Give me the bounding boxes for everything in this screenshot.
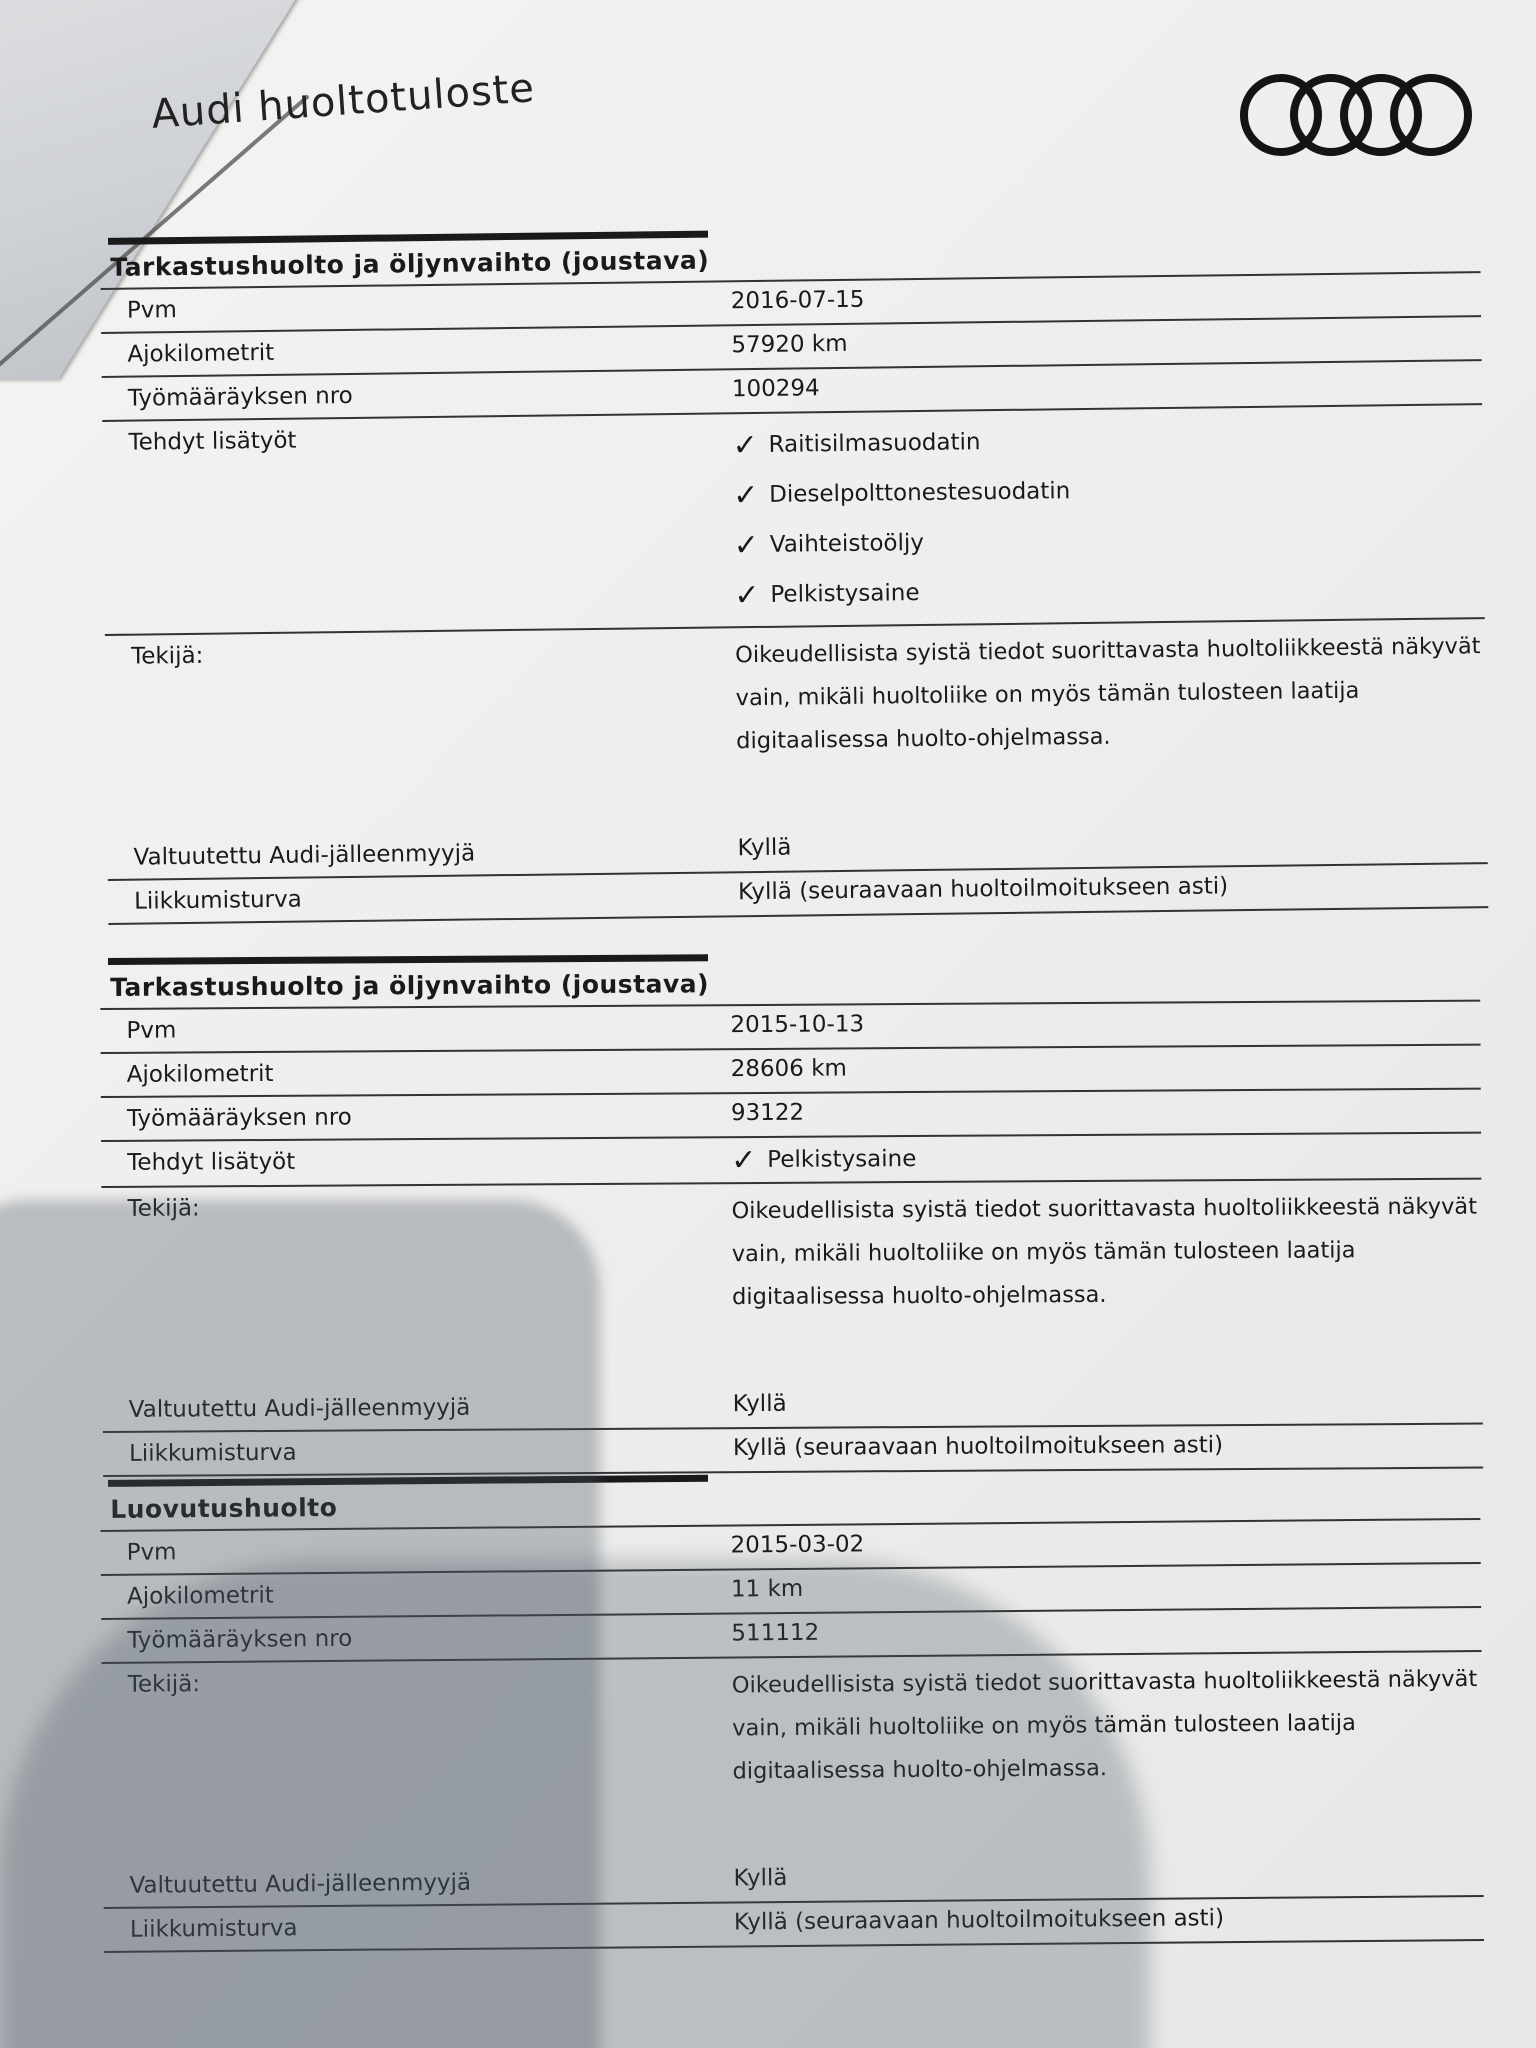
list-item: [732, 411, 1483, 470]
row-label: Tekijä:: [127, 1195, 200, 1222]
row-value: 93122: [730, 1099, 805, 1127]
row-value: Oikeudellisista syistä tiedot suorittavasta huoltoliikkeestä näkyvät vain, mikäli huoltoliike on myös tämän tulosteen laatija digitaalisessa huolto-ohjelmassa.: [734, 633, 1481, 755]
row-value: 11 km: [730, 1575, 804, 1603]
row-value: 2015-03-02: [730, 1531, 865, 1559]
row-label: Työmääräyksen nro: [127, 382, 353, 412]
row-value: 57920 km: [731, 330, 848, 359]
checkmark-icon: ✓: [732, 427, 758, 463]
row-label: Tekijä:: [130, 642, 204, 670]
row-label: Pvm: [126, 1017, 177, 1044]
section-title: Tarkastushuolto ja öljynvaihto (joustava): [100, 957, 1480, 1010]
checkmark-icon: ✓: [732, 477, 759, 513]
row-value: 100294: [731, 375, 820, 403]
row-value: 511112: [731, 1619, 820, 1647]
row-label: Ajokilometrit: [127, 339, 275, 368]
list-item: [733, 511, 1484, 570]
extra-label: Pelkistysaine: [770, 580, 920, 608]
service-section-1: [100, 221, 1488, 925]
extra-label: Vaihteistoöljy: [769, 529, 925, 558]
audi-rings-logo-icon: [1236, 70, 1476, 160]
row-label: Liikkumisturva: [129, 1915, 298, 1943]
checkmark-icon: ✓: [734, 577, 760, 613]
list-item: [734, 561, 1485, 620]
list-item: [731, 1140, 1481, 1177]
row-label: Tekijä:: [127, 1671, 201, 1698]
row-value: Kyllä: [732, 1390, 787, 1418]
extra-label: Dieselpolttonestesuodatin: [769, 478, 1071, 508]
row-label: Tehdyt lisätyöt: [128, 427, 297, 456]
row-label: Liikkumisturva: [128, 1439, 297, 1467]
row-label: Valtuutettu Audi-jälleenmyyjä: [128, 1394, 471, 1423]
row-label: Liikkumisturva: [133, 886, 302, 915]
extra-label: Raitisilmasuodatin: [768, 429, 981, 458]
row-value: 2015-10-13: [730, 1011, 865, 1039]
checkmark-icon: ✓: [731, 1142, 757, 1178]
extra-label: Pelkistysaine: [767, 1146, 917, 1173]
row-label: Ajokilometrit: [126, 1582, 274, 1610]
row-label: Pvm: [126, 1539, 177, 1566]
row-value: Oikeudellisista syistä tiedot suorittavasta huoltoliikkeestä näkyvät vain, mikäli huoltoliike on myös tämän tulosteen laatija digitaalisessa huolto-ohjelmassa.: [731, 1665, 1478, 1785]
row-label: Ajokilometrit: [126, 1060, 274, 1088]
row-label: Pvm: [126, 297, 177, 324]
list-item: [733, 461, 1484, 520]
checkmark-icon: ✓: [733, 527, 760, 563]
section-title: Tarkastushuolto ja öljynvaihto (joustava): [100, 228, 1480, 290]
document-title: Audi huoltotuloste: [150, 65, 537, 138]
row-value: Kyllä (seuraavaan huoltoilmoitukseen asti): [737, 873, 1229, 906]
row-value: 2016-07-15: [730, 286, 865, 315]
row-label: Valtuutettu Audi-jälleenmyyjä: [129, 1869, 472, 1899]
row-value: Kyllä (seuraavaan huoltoilmoitukseen asti): [733, 1905, 1225, 1936]
row-label: Työmääräyksen nro: [126, 1104, 352, 1132]
phone-shadow: [0, 1560, 1150, 2048]
row-label: Valtuutettu Audi-jälleenmyyjä: [133, 840, 476, 871]
extras-list: [732, 405, 1485, 626]
row-value: Kyllä (seuraavaan huoltoilmoitukseen asti): [732, 1432, 1224, 1462]
row-maker: [105, 619, 1487, 777]
row-value: Kyllä: [737, 834, 792, 862]
row-label: Tehdyt lisätyöt: [127, 1148, 296, 1176]
row-value: Oikeudellisista syistä tiedot suorittavasta huoltoliikkeestä näkyvät vain, mikäli huoltoliike on myös tämän tulosteen laatija digitaalisessa huolto-ohjelmassa.: [731, 1193, 1478, 1311]
row-value: Kyllä: [733, 1865, 788, 1892]
row-value: 28606 km: [730, 1055, 847, 1083]
section-title: Luovutushuolto: [100, 1475, 1480, 1532]
extras-list: [731, 1134, 1481, 1183]
row-extras: [102, 405, 1485, 636]
row-label: Työmääräyksen nro: [127, 1625, 353, 1654]
